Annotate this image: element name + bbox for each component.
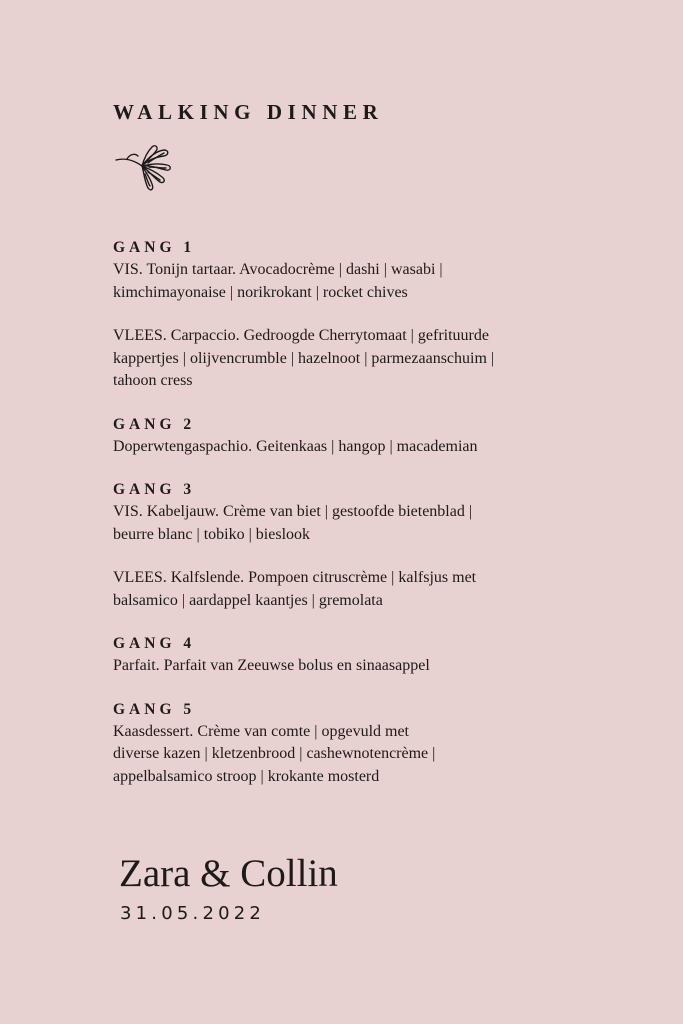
dish-line: tahoon cress: [113, 372, 193, 389]
dish-description: [113, 325, 603, 393]
dish-description: [113, 721, 603, 789]
dish-description: [113, 436, 603, 459]
menu-title: WALKING DINNER: [113, 100, 384, 124]
menu-list: [113, 237, 603, 809]
dish-description: [113, 567, 603, 612]
dish-line: appelbalsamico stroop | krokante mosterd: [113, 767, 380, 785]
dish-description: [113, 501, 603, 546]
course-label: GANG 3: [113, 481, 196, 498]
course-section: [113, 237, 603, 393]
course-label: GANG 2: [113, 415, 196, 433]
dish-line: kappertjes | olijvencrumble | hazelnoot | parmezaanschuim |: [113, 349, 495, 367]
course-label: GANG 1: [113, 239, 196, 256]
dish-line: beurre blanc | tobiko | bieslook: [113, 525, 311, 543]
dish-line: VIS. Tonijn tartaar. Avocadocrème | dashi | wasabi |: [113, 261, 443, 278]
dish-line: Doperwtengaspachio. Geitenkaas | hangop | macademian: [113, 437, 478, 455]
dish-line: VLEES. Carpaccio. Gedroogde Cherrytomaat | gefrituurde: [113, 327, 489, 344]
event-date: 31.05.2022: [120, 903, 266, 924]
dish-description: [113, 655, 603, 678]
dish-line: VLEES. Kalfslende. Pompoen citruscrème | kalfsjus met: [113, 569, 477, 586]
couple-names: Zara & Collin: [119, 852, 338, 895]
course-section: [113, 699, 603, 789]
dish-line: Parfait. Parfait van Zeeuwse bolus en sinaasappel: [113, 657, 430, 674]
dish-line: diverse kazen | kletzenbrood | cashewnotencrème |: [113, 745, 436, 762]
dish-line: Kaasdessert. Crème van comte | opgevuld met: [113, 722, 409, 740]
flower-sprig-icon: [114, 144, 186, 196]
dish-description: [113, 259, 603, 304]
dish-line: kimchimayonaise | norikrokant | rocket chives: [113, 283, 408, 301]
course-section: [113, 414, 603, 459]
dish-line: VIS. Kabeljauw. Crème van biet | gestoofde bietenblad |: [113, 503, 473, 520]
course-label: GANG 5: [113, 700, 196, 718]
dish-line: balsamico | aardappel kaantjes | gremolata: [113, 591, 383, 609]
course-label: GANG 4: [113, 635, 196, 652]
course-section: [113, 479, 603, 612]
course-section: [113, 633, 603, 678]
